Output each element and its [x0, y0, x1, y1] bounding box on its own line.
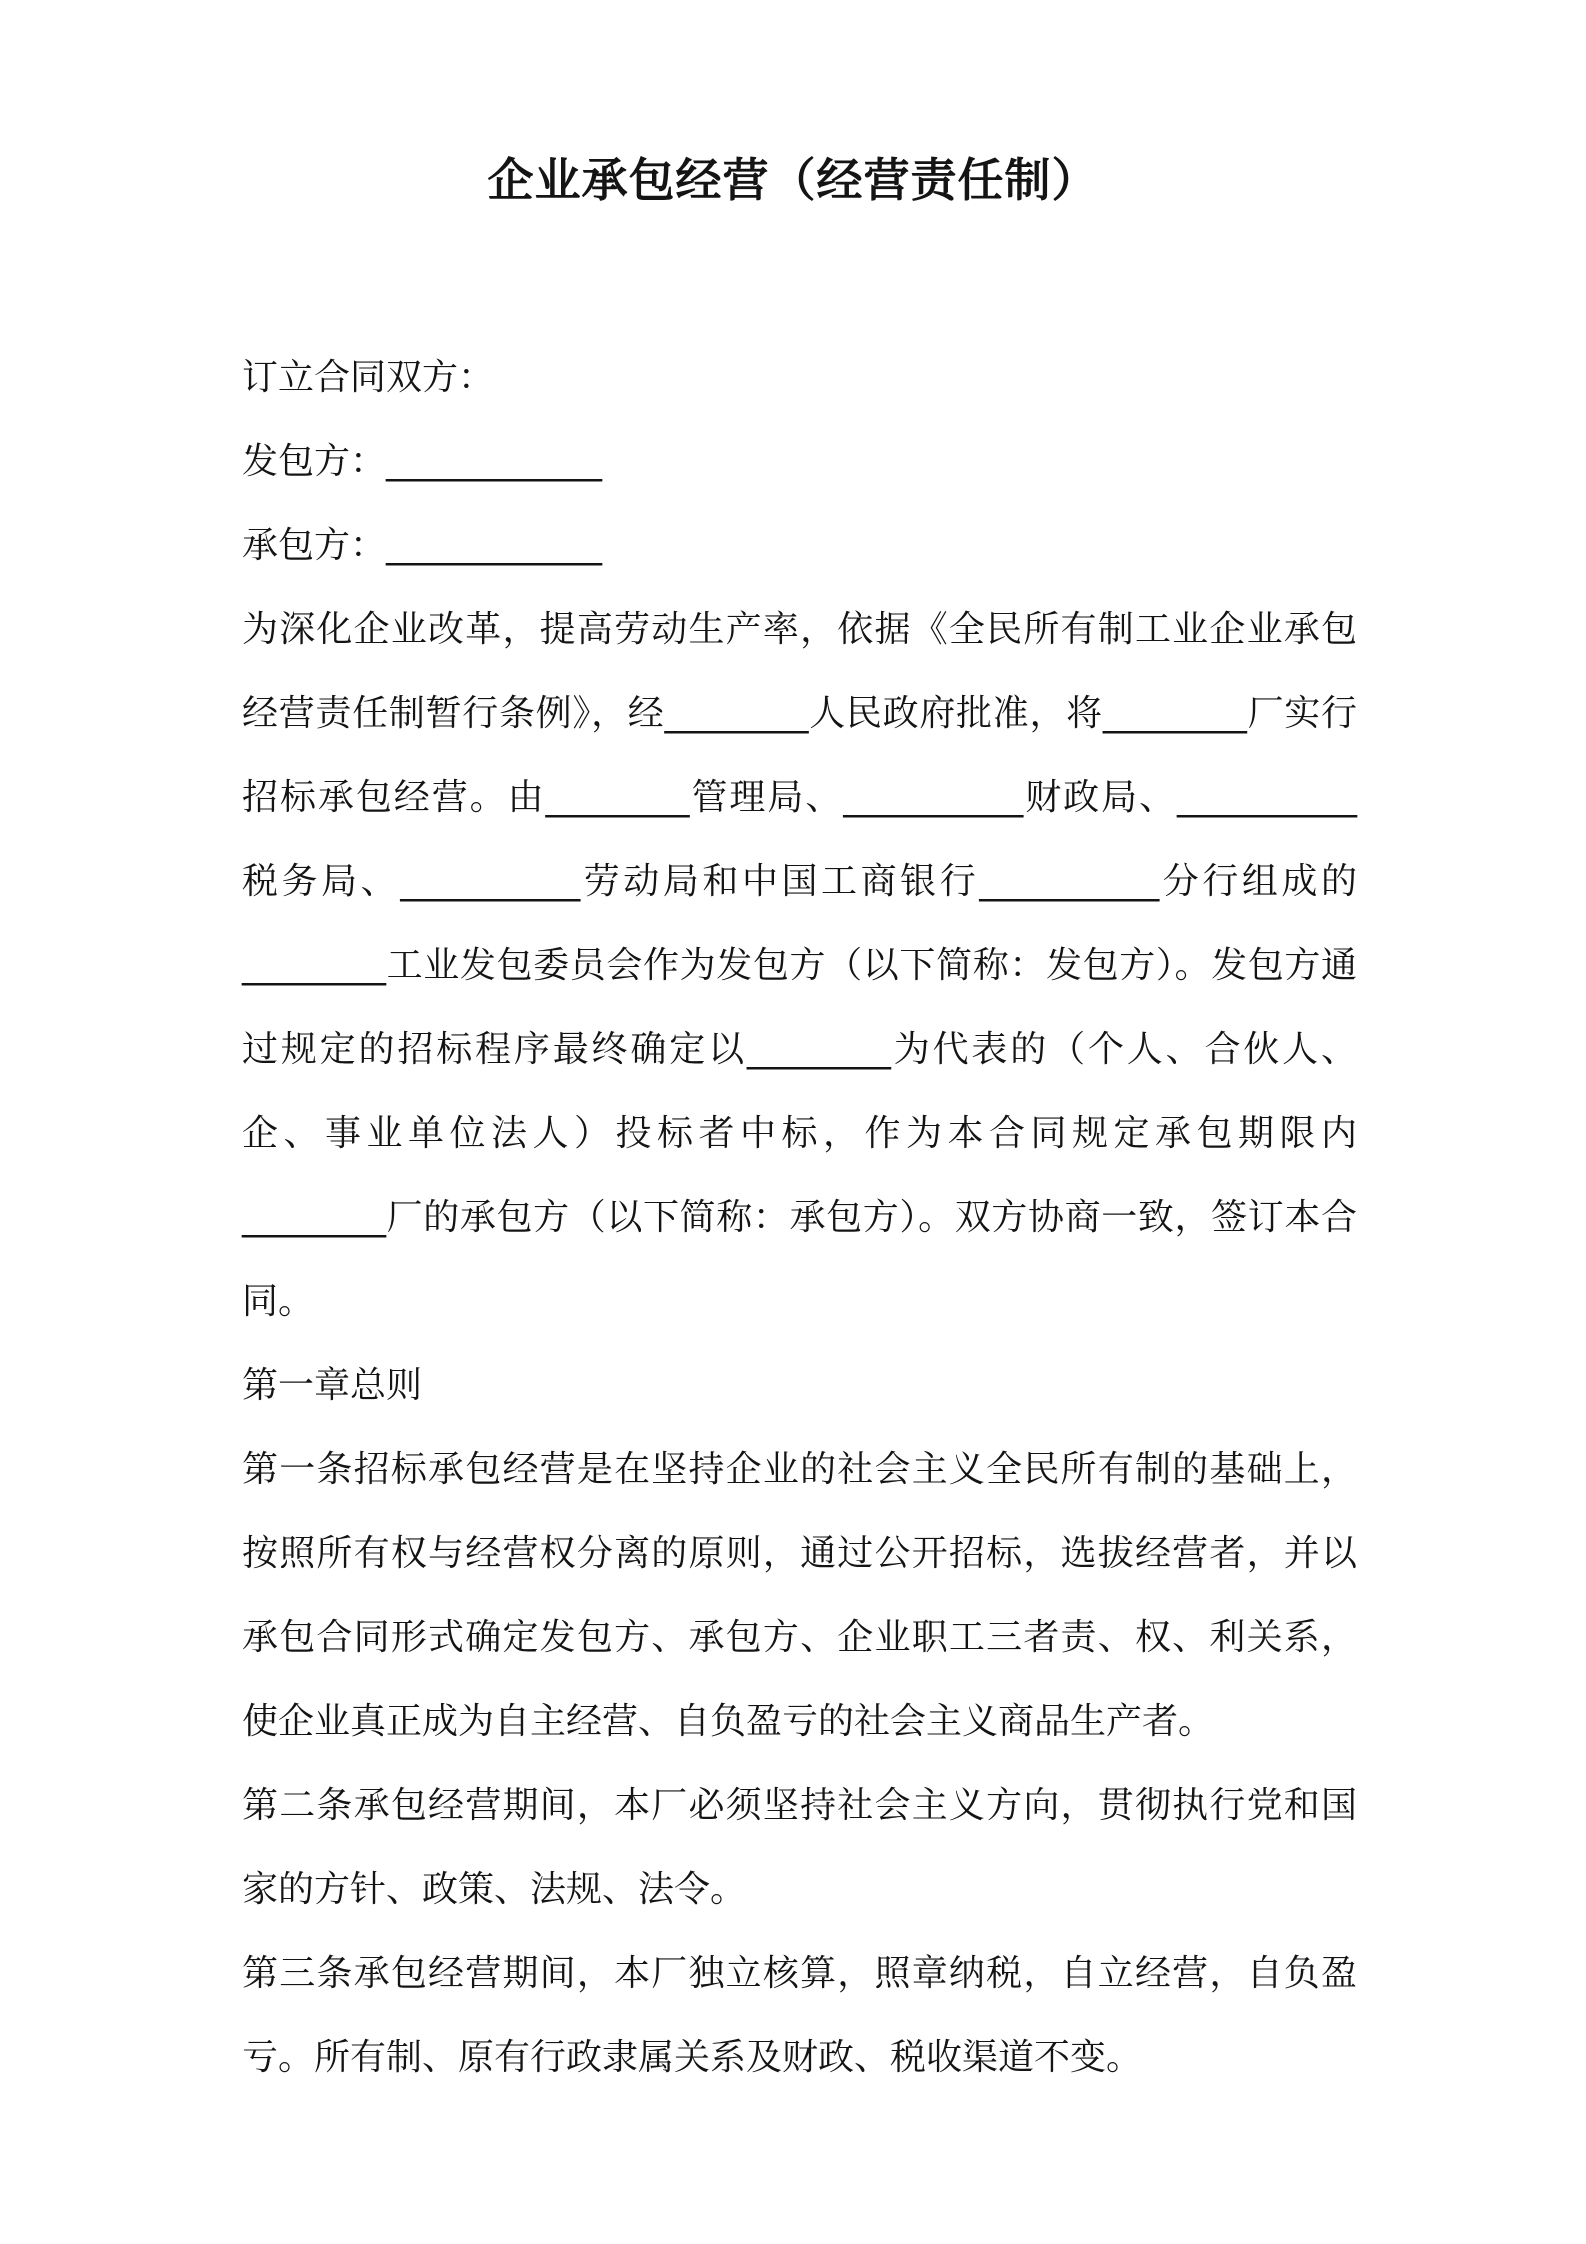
article-3: 第三条承包经营期间，本厂独立核算，照章纳税，自立经营，自负盈亏。所有制、原有行政隶属关系及财政、税收渠道不变。 [242, 1953, 1357, 2078]
paragraph-parties-heading: 订立合同双方： [242, 357, 495, 398]
document-title: 企业承包经营（经营责任制） [487, 153, 1099, 207]
document-body [242, 336, 1357, 2100]
article-2: 第二条承包经营期间，本厂必须坚持社会主义方向，贯彻执行党和国家的方针、政策、法规、法令。 [242, 1785, 1357, 1910]
article-1: 第一条招标承包经营是在坚持企业的社会主义全民所有制的基础上，按照所有权与经营权分离的原则，通过公开招标，选拔经营者，并以承包合同形式确定发包方、承包方、企业职工三者责、权、利关系，使企业真正成为自主经营、自负盈亏的社会主义商品生产者。 [242, 1449, 1357, 1742]
chapter-heading: 第一章总则 [242, 1365, 423, 1406]
paragraph-preamble: 为深化企业改革，提高劳动生产率，依据《全民所有制工业企业承包经营责任制暂行条例》，经________人民政府批准，将________厂实行招标承包经营。由________管理局、__________财政局、__________税务局、__________劳动局和中国工商银行__________分行组成的________工业发包委员会作为发包方（以下简称：发包方）。发包方通过规定的招标程序最终确定以________为代表的（个人、合伙人、企、事业单位法人）投标者中标，作为本合同规定承包期限内________厂的承包方（以下简称：承包方）。双方协商一致，签订本合同。 [242, 609, 1357, 1322]
paragraph-employer-line: 发包方：____________ [242, 441, 603, 482]
paragraph-contractor-line: 承包方：____________ [242, 525, 603, 566]
